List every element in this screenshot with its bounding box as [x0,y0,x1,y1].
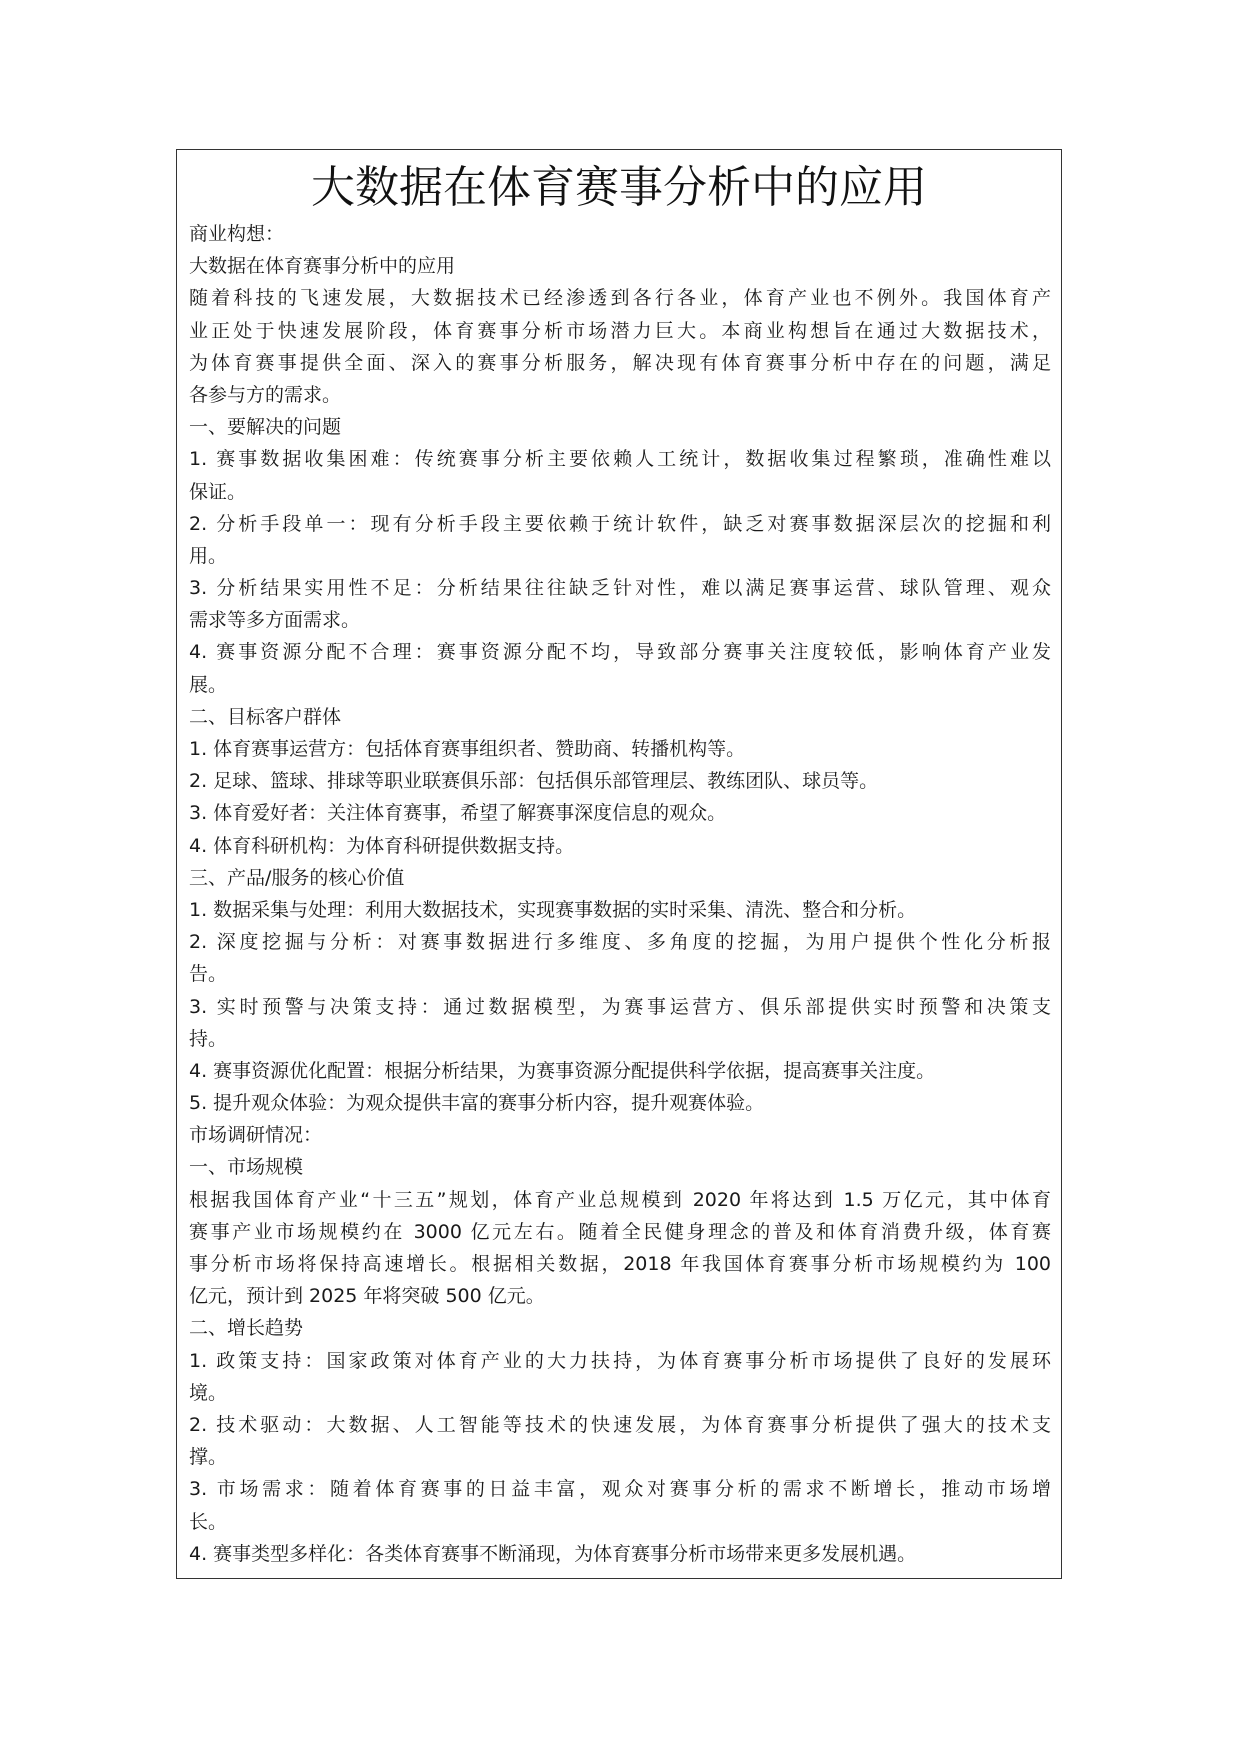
document-title: 大数据在体育赛事分析中的应用 [311,162,927,213]
text-line: 展。 [189,673,228,696]
text-line: 大数据在体育赛事分析中的应用 [189,255,456,278]
text-line: 保证。 [189,480,247,503]
text-line: 3. 体育爱好者：关注体育赛事，希望了解赛事深度信息的观众。 [189,802,727,825]
text-line: 1. 政策支持：国家政策对体育产业的大力扶持，为体育赛事分析市场提供了良好的发展环 [189,1349,1051,1372]
text-line: 4. 赛事资源优化配置：根据分析结果，为赛事资源分配提供科学依据，提高赛事关注度。 [189,1059,936,1082]
text-line: 2. 分析手段单一：现有分析手段主要依赖于统计软件，缺乏对赛事数据深层次的挖掘和利 [189,512,1051,535]
document-body [189,218,1051,1570]
text-line: 随着科技的飞速发展，大数据技术已经渗透到各行各业，体育产业也不例外。我国体育产 [189,287,1051,310]
text-line: 1. 体育赛事运营方：包括体育赛事组织者、赞助商、转播机构等。 [189,738,746,760]
text-line: 赛事产业市场规模约在 3000 亿元左右。随着全民健身理念的普及和体育消费升级，体育赛 [189,1220,1051,1243]
text-line: 为体育赛事提供全面、深入的赛事分析服务，解决现有体育赛事分析中存在的问题，满足 [189,351,1051,374]
text-line: 市场调研情况： [189,1124,323,1147]
text-line: 事分析市场将保持高速增长。根据相关数据，2018 年我国体育赛事分析市场规模约为 100 [189,1253,1051,1275]
text-line: 持。 [189,1027,228,1050]
text-line: 境。 [189,1381,228,1404]
text-line: 3. 分析结果实用性不足：分析结果往往缺乏针对性，难以满足赛事运营、球队管理、观众 [189,577,1051,600]
document-frame [176,149,1062,1579]
text-line: 用。 [189,544,228,567]
text-line: 商业构想： [189,223,285,245]
text-line: 1. 赛事数据收集困难：传统赛事分析主要依赖人工统计，数据收集过程繁琐，准确性难以 [189,448,1051,471]
text-line: 告。 [189,963,228,986]
text-line: 3. 实时预警与决策支持：通过数据模型，为赛事运营方、俱乐部提供实时预警和决策支 [189,995,1051,1018]
text-line: 各参与方的需求。 [189,383,342,406]
text-line: 撑。 [189,1446,228,1469]
text-line: 2. 深度挖掘与分析：对赛事数据进行多维度、多角度的挖掘，为用户提供个性化分析报 [189,931,1051,954]
text-line: 3. 市场需求：随着体育赛事的日益丰富，观众对赛事分析的需求不断增长，推动市场增 [189,1478,1051,1501]
text-line: 一、要解决的问题 [189,416,342,439]
text-line: 1. 数据采集与处理：利用大数据技术，实现赛事数据的实时采集、清洗、整合和分析。 [189,898,917,921]
text-line: 4. 体育科研机构：为体育科研提供数据支持。 [189,834,575,857]
text-line: 需求等多方面需求。 [189,609,361,632]
text-line: 根据我国体育产业“十三五”规划，体育产业总规模到 2020 年将达到 1.5 万亿元，其中体育 [189,1188,1051,1211]
text-line: 业正处于快速发展阶段，体育赛事分析市场潜力巨大。本商业构想旨在通过大数据技术， [189,319,1051,342]
text-line: 二、目标客户群体 [189,705,342,728]
text-line: 三、产品/服务的核心价值 [189,866,405,889]
text-line: 亿元，预计到 2025 年将突破 500 亿元。 [189,1285,545,1308]
text-line: 4. 赛事类型多样化：各类体育赛事不断涌现，为体育赛事分析市场带来更多发展机遇。 [189,1542,917,1565]
text-line: 一、市场规模 [189,1156,304,1179]
text-line: 二、增长趋势 [189,1317,304,1340]
text-line: 5. 提升观众体验：为观众提供丰富的赛事分析内容，提升观赛体验。 [189,1092,765,1115]
text-line: 长。 [189,1510,228,1533]
text-line: 2. 技术驱动：大数据、人工智能等技术的快速发展，为体育赛事分析提供了强大的技术支 [189,1413,1051,1436]
text-line: 4. 赛事资源分配不合理：赛事资源分配不均，导致部分赛事关注度较低，影响体育产业发 [189,641,1051,664]
text-line: 2. 足球、篮球、排球等职业联赛俱乐部：包括俱乐部管理层、教练团队、球员等。 [189,770,879,793]
